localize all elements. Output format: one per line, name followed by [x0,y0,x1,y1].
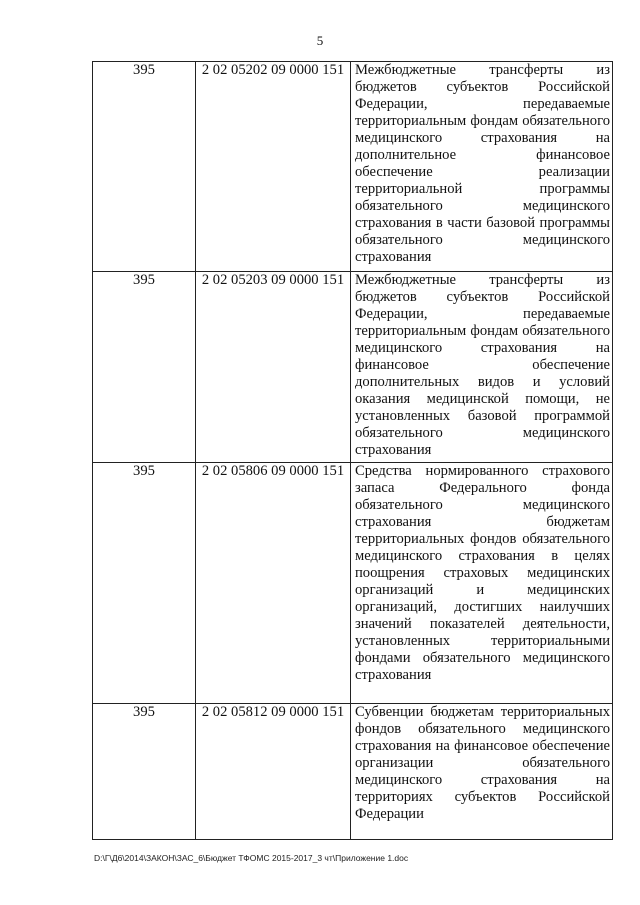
table-row [93,704,613,840]
income-name-cell: Межбюджетные трансферты из бюджетов субъектов Российской Федерации, передаваемые территориальным фондам обязательного медицинского страхования на дополнительное финансовое обеспечение реализации территориальной программы обязательного медицинского страхования в части базовой программы обязательного медицинского страхования [351,62,613,272]
table-row [93,272,613,463]
footer-file-path: D:\Г\Д6\2014\ЗАКОН\ЗАС_6\Бюджет ТФОМС 2015-2017_3 чт\Приложение 1.doc [94,853,409,863]
admin-code-cell: 395 [93,704,196,840]
budget-classification-table [92,61,613,840]
budget-code-cell: 2 02 05812 09 0000 151 [196,704,351,840]
budget-code-cell: 2 02 05806 09 0000 151 [196,463,351,704]
income-name-cell: Средства нормированного страхового запаса Федерального фонда обязательного медицинского страхования бюджетам территориальных фондов обязательного медицинского страхования в целях поощрения страховых медицинских организаций и медицинских организаций, достигших наилучших значений показателей деятельности, установленных территориальными фондами обязательного медицинского страхования [351,463,613,704]
income-name-cell: Субвенции бюджетам территориальных фондов обязательного медицинского страхования на финансовое обеспечение организации обязательного медицинского страхования на территориях субъектов Российской Федерации [351,704,613,840]
budget-code-cell: 2 02 05203 09 0000 151 [196,272,351,463]
page-number: 5 [316,33,324,48]
budget-code-cell: 2 02 05202 09 0000 151 [196,62,351,272]
table-row [93,463,613,704]
admin-code-cell: 395 [93,62,196,272]
income-name-cell: Межбюджетные трансферты из бюджетов субъектов Российской Федерации, передаваемые территориальным фондам обязательного медицинского страхования на финансовое обеспечение дополнительных видов и условий оказания медицинской помощи, не установленных базовой программой обязательного медицинского страхования [351,272,613,463]
admin-code-cell: 395 [93,463,196,704]
admin-code-cell: 395 [93,272,196,463]
table-row [93,62,613,272]
